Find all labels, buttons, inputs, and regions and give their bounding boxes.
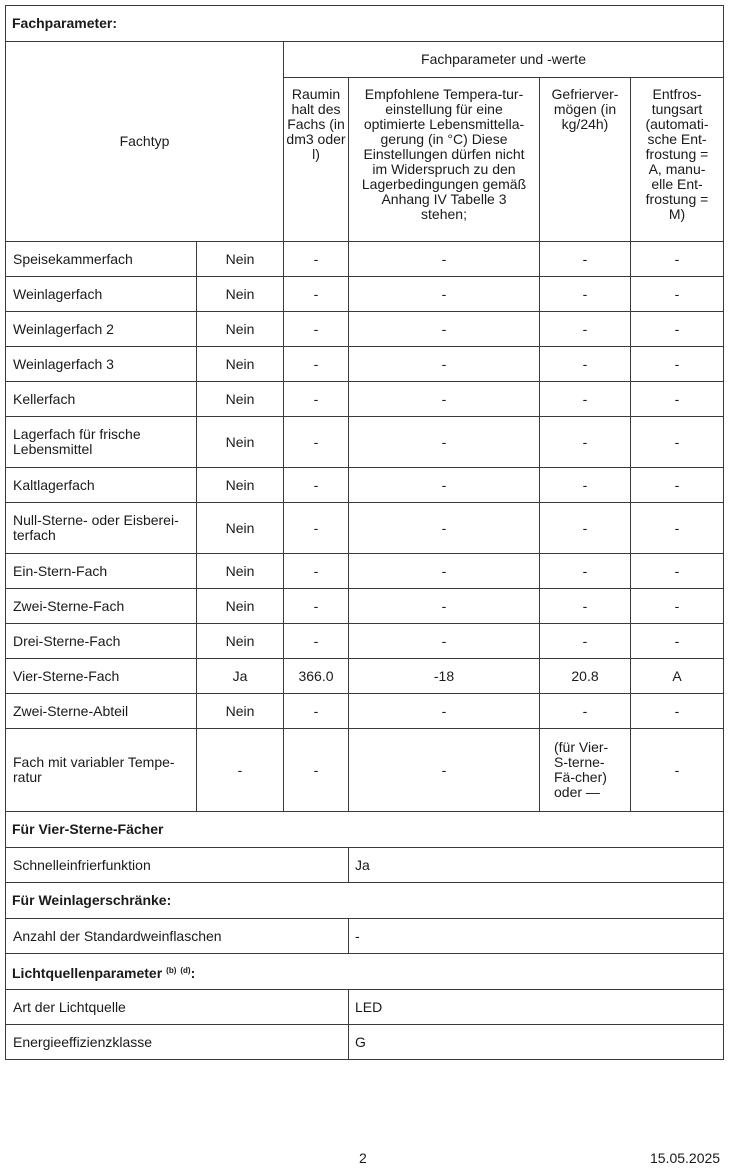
compartment-temperature: - [349,589,540,624]
compartment-name: Zwei-Sterne-Abteil [6,694,197,729]
table-row [6,694,724,729]
compartment-defrost: - [631,694,724,729]
compartment-name: Lagerfach für frische Lebensmittel [6,417,197,468]
compartment-freezing: - [540,694,631,729]
compartment-temperature: - [349,312,540,347]
compartment-temperature: - [349,624,540,659]
compartment-freezing: - [540,382,631,417]
section-title: Fachparameter: [6,6,724,42]
compartment-freezing: - [540,347,631,382]
compartment-temperature: - [349,277,540,312]
wine-section-title: Für Weinlagerschränke: [6,883,724,919]
table-row [6,990,724,1025]
compartment-defrost: A [631,659,724,694]
compartment-name: Weinlagerfach 2 [6,312,197,347]
compartment-volume: - [284,694,349,729]
header-freezing-capacity: Gefrierver-mögen (in kg/24h) [540,78,631,242]
compartment-temperature: - [349,382,540,417]
header-group: Fachparameter und -werte [284,42,724,78]
table-row [6,417,724,468]
document-date: 15.05.2025 [650,1150,721,1166]
table-row [6,347,724,382]
compartment-temperature: - [349,417,540,468]
compartment-freezing: - [540,242,631,277]
wine-bottles-label: Anzahl der Standardweinflaschen [6,919,349,954]
compartment-volume: - [284,417,349,468]
table-row [6,1025,724,1060]
compartment-name: Weinlagerfach 3 [6,347,197,382]
compartment-temperature: - [349,347,540,382]
light-type-value: LED [349,990,724,1025]
compartment-name: Ein-Stern-Fach [6,554,197,589]
compartment-present: Nein [197,694,284,729]
compartment-defrost: - [631,312,724,347]
compartment-present: Nein [197,624,284,659]
light-type-label: Art der Lichtquelle [6,990,349,1025]
compartment-volume: 366.0 [284,659,349,694]
compartment-freezing: - [540,624,631,659]
compartment-freezing: - [540,417,631,468]
compartment-defrost: - [631,417,724,468]
header-volume: Raumin halt des Fachs (in dm3 oder l) [284,78,349,242]
compartment-present: Nein [197,417,284,468]
compartment-volume: - [284,589,349,624]
compartment-volume: - [284,503,349,554]
light-section-title [6,954,724,990]
compartment-temperature: - [349,729,540,812]
table-row [6,848,724,883]
compartment-temperature: - [349,503,540,554]
compartment-present: Nein [197,312,284,347]
compartment-defrost: - [631,729,724,812]
compartment-present: Nein [197,347,284,382]
compartment-name: Drei-Sterne-Fach [6,624,197,659]
table-row [6,503,724,554]
compartment-freezing: (für Vier-S-terne-Fä-cher) oder — [540,729,631,812]
table-row [6,659,724,694]
fast-freeze-value: Ja [349,848,724,883]
compartment-volume: - [284,382,349,417]
compartment-volume: - [284,277,349,312]
compartment-present: - [197,729,284,812]
compartment-name: Zwei-Sterne-Fach [6,589,197,624]
table-row [6,589,724,624]
compartment-name: Kaltlagerfach [6,468,197,503]
compartment-freezing: - [540,589,631,624]
compartment-freezing: - [540,277,631,312]
compartment-volume: - [284,312,349,347]
compartment-present: Nein [197,468,284,503]
compartment-volume: - [284,242,349,277]
compartment-name: Vier-Sterne-Fach [6,659,197,694]
compartment-freezing: - [540,468,631,503]
compartment-name: Kellerfach [6,382,197,417]
compartment-present: Nein [197,277,284,312]
compartment-name: Weinlagerfach [6,277,197,312]
footnote-d: (d) [180,965,191,975]
header-temperature: Empfohlene Tempera-tur-einstellung für eine optimierte Lebensmittella-gerung (in °C) Diese Einstellungen dürfen nicht im Widerspruch zu den Lagerbedingungen gemäß Anhang IV Tabelle 3 stehen; [349,78,540,242]
compartment-temperature: - [349,694,540,729]
compartment-present: Nein [197,589,284,624]
energy-class-value: G [349,1025,724,1060]
compartment-freezing: - [540,554,631,589]
compartment-present: Ja [197,659,284,694]
compartment-freezing: - [540,503,631,554]
compartment-temperature: - [349,242,540,277]
compartment-temperature: - [349,468,540,503]
light-title-text: Lichtquellenparameter [12,964,163,981]
compartment-defrost: - [631,382,724,417]
table-row [6,624,724,659]
table-row [6,729,724,812]
compartment-present: Nein [197,503,284,554]
compartment-present: Nein [197,554,284,589]
table-row [6,242,724,277]
compartment-parameters-table [5,5,724,1060]
compartment-defrost: - [631,277,724,312]
compartment-volume: - [284,729,349,812]
table-row [6,277,724,312]
table-row [6,312,724,347]
table-row [6,382,724,417]
compartment-volume: - [284,347,349,382]
page-number: 2 [359,1150,367,1166]
compartment-temperature: - [349,554,540,589]
four-star-section-title: Für Vier-Sterne-Fächer [6,812,724,848]
compartment-present: Nein [197,382,284,417]
table-row [6,919,724,954]
footnote-b: (b) [166,965,177,975]
compartment-defrost: - [631,624,724,659]
compartment-defrost: - [631,589,724,624]
compartment-defrost: - [631,503,724,554]
compartment-defrost: - [631,242,724,277]
compartment-name: Speisekammerfach [6,242,197,277]
compartment-present: Nein [197,242,284,277]
header-defrost-type: Entfros-tungsart (automati-sche Ent-frostung = A, manu-elle Ent-frostung = M) [631,78,724,242]
compartment-name: Fach mit variabler Tempe-ratur [6,729,197,812]
document-page [5,5,723,1060]
compartment-freezing: 20.8 [540,659,631,694]
table-row [6,554,724,589]
compartment-freezing: - [540,312,631,347]
compartment-defrost: - [631,468,724,503]
compartment-temperature: -18 [349,659,540,694]
compartment-defrost: - [631,554,724,589]
table-row [6,468,724,503]
energy-class-label: Energieeffizienzklasse [6,1025,349,1060]
light-title-suffix: : [190,964,196,981]
compartment-volume: - [284,468,349,503]
fast-freeze-label: Schnelleinfrierfunktion [6,848,349,883]
compartment-name: Null-Sterne- oder Eisberei-terfach [6,503,197,554]
wine-bottles-value: - [349,919,724,954]
compartment-volume: - [284,624,349,659]
compartment-volume: - [284,554,349,589]
header-fachtyp: Fachtyp [6,42,284,242]
compartment-defrost: - [631,347,724,382]
